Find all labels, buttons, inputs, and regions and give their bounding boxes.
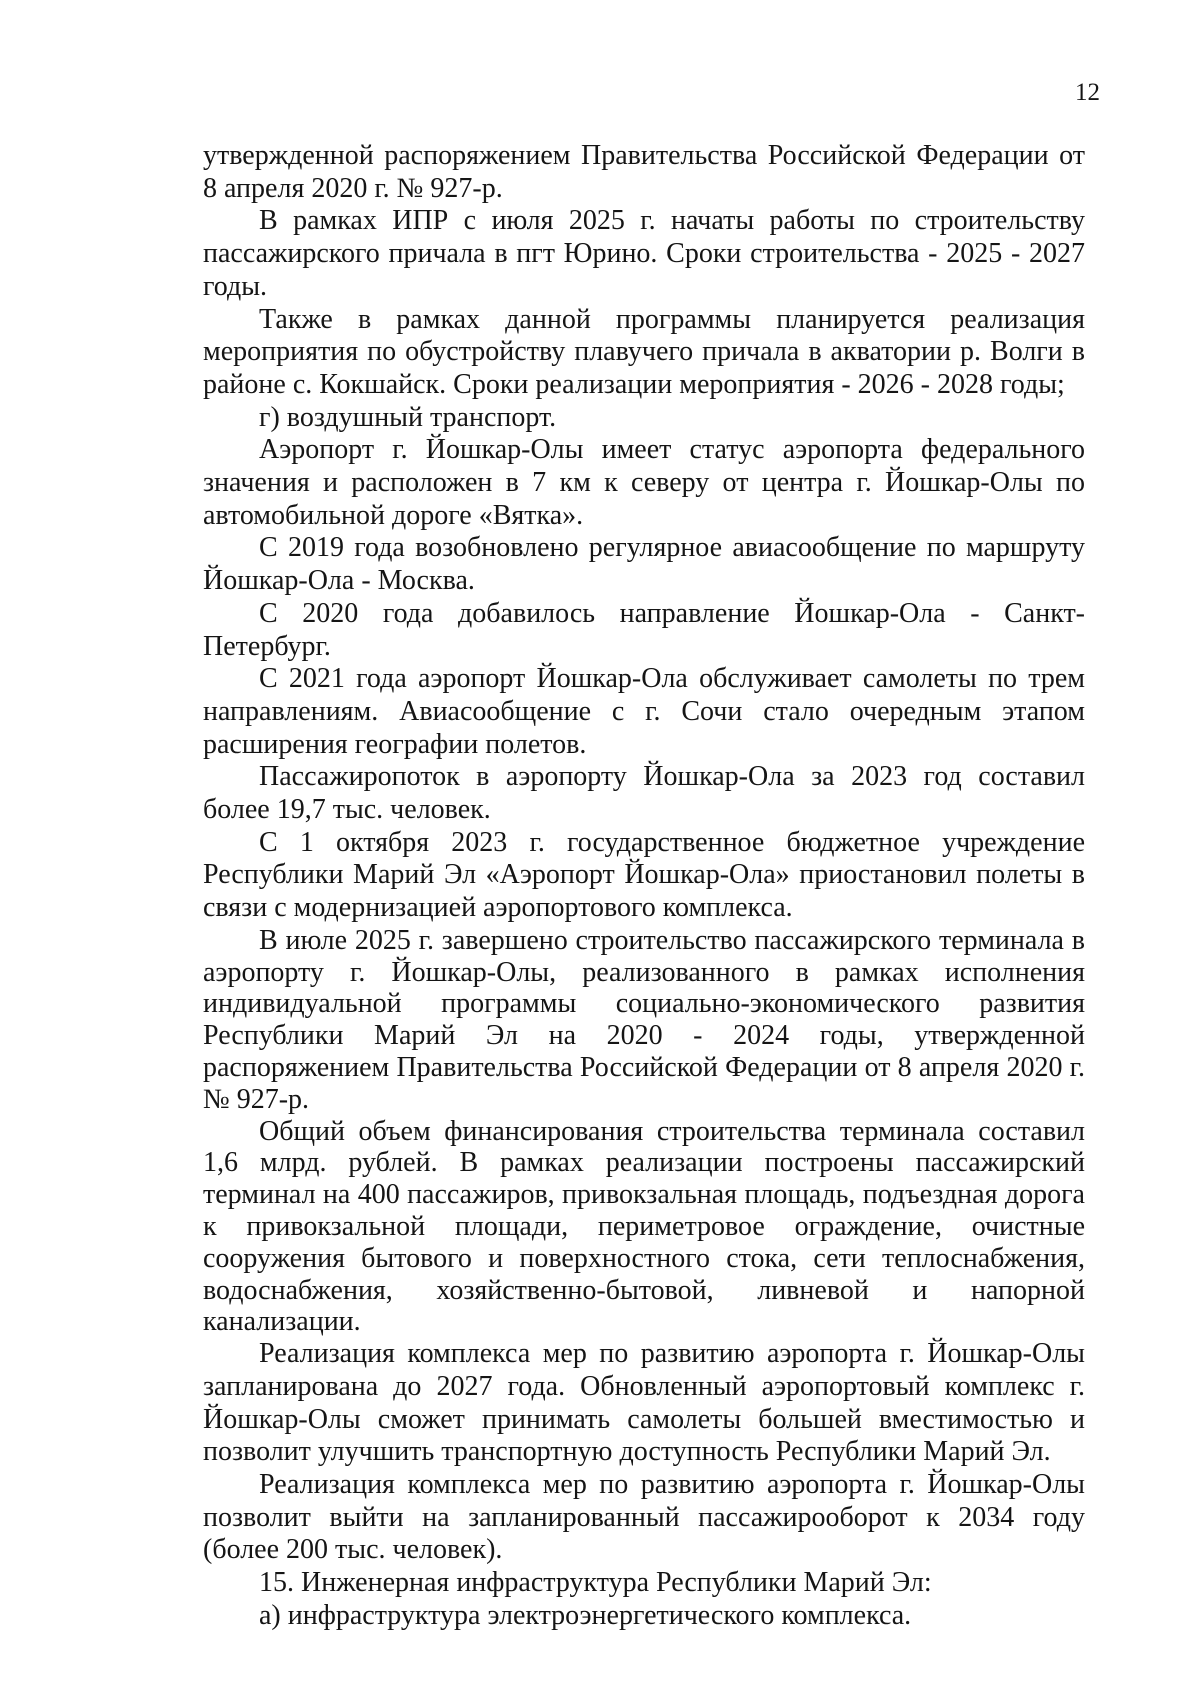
paragraph-12: Общий объем финансирования строительства терминала составил 1,6 млрд. рублей. В рамках реализации построены пассажирский терминал на 400 пассажиров, привокзальная площадь, подъездная дорога к привокзальной площади, периметровое ограждение, очистные сооружения бытового и поверхностного стока, сети теплоснабжения, водоснабжения, хозяйственно-бытовой, ливневой и напорной канализации. <box>203 1115 1085 1338</box>
paragraph-14: Реализация комплекса мер по развитию аэропорта г. Йошкар-Олы позволит выйти на запланированный пассажирооборот к 2034 году (более 200 тыс. человек). <box>203 1469 1085 1566</box>
paragraph-3: Также в рамках данной программы планируется реализация мероприятия по обустройству плавучего причала в акватории р. Волги в районе с. Кокшайск. Сроки реализации мероприятия - 2026 - 2028 годы; <box>203 303 1085 400</box>
paragraph-10: С 1 октября 2023 г. государственное бюджетное учреждение Республики Марий Эл «Аэропорт Йошкар-Ола» приостановил полеты в связи с модернизацией аэропортового комплекса. <box>203 826 1085 924</box>
paragraph-15: 15. Инженерная инфраструктура Республики Марий Эл: <box>259 1567 932 1599</box>
paragraph-13: Реализация комплекса мер по развитию аэропорта г. Йошкар-Олы запланирована до 2027 года. Обновленный аэропортовый комплекс г. Йошкар-Олы сможет принимать самолеты большей вместимостью и позволит улучшить транспортную доступность Республики Марий Эл. <box>203 1338 1085 1468</box>
paragraph-5: Аэропорт г. Йошкар-Олы имеет статус аэропорта федерального значения и расположен в 7 км к северу от центра г. Йошкар-Олы по автомобильной дороге «Вятка». <box>203 434 1085 531</box>
paragraph-8: С 2021 года аэропорт Йошкар-Ола обслуживает самолеты по трем направлениям. Авиасообщение с г. Сочи стало очередным этапом расширения географии полетов. <box>203 663 1085 760</box>
paragraph-11: В июле 2025 г. завершено строительство пассажирского терминала в аэропорту г. Йошкар-Олы, реализованного в рамках исполнения индивидуальной программы социально-экономического развития Республики Марий Эл на 2020 - 2024 годы, утвержденной распоряжением Правительства Российской Федерации от 8 апреля 2020 г. № 927-р. <box>203 924 1085 1115</box>
paragraph-16: а) инфраструктура электроэнергетического комплекса. <box>259 1599 912 1631</box>
paragraph-9: Пассажиропоток в аэропорту Йошкар-Ола за 2023 год составил более 19,7 тыс. человек. <box>203 761 1085 826</box>
paragraph-4: г) воздушный транспорт. <box>259 401 557 433</box>
paragraph-2: В рамках ИПР с июля 2025 г. начаты работы по строительству пассажирского причала в пгт Юрино. Сроки строительства - 2025 - 2027 годы. <box>203 205 1085 302</box>
page-number: 12 <box>1075 79 1100 106</box>
paragraph-6: С 2019 года возобновлено регулярное авиасообщение по маршруту Йошкар-Ола - Москва. <box>203 532 1085 597</box>
paragraph-1: утвержденной распоряжением Правительства Российской Федерации от 8 апреля 2020 г. № 927-р. <box>203 140 1085 204</box>
paragraph-7: С 2020 года добавилось направление Йошкар-Ола - Санкт-Петербург. <box>203 597 1085 662</box>
document-body <box>203 140 1085 1633</box>
